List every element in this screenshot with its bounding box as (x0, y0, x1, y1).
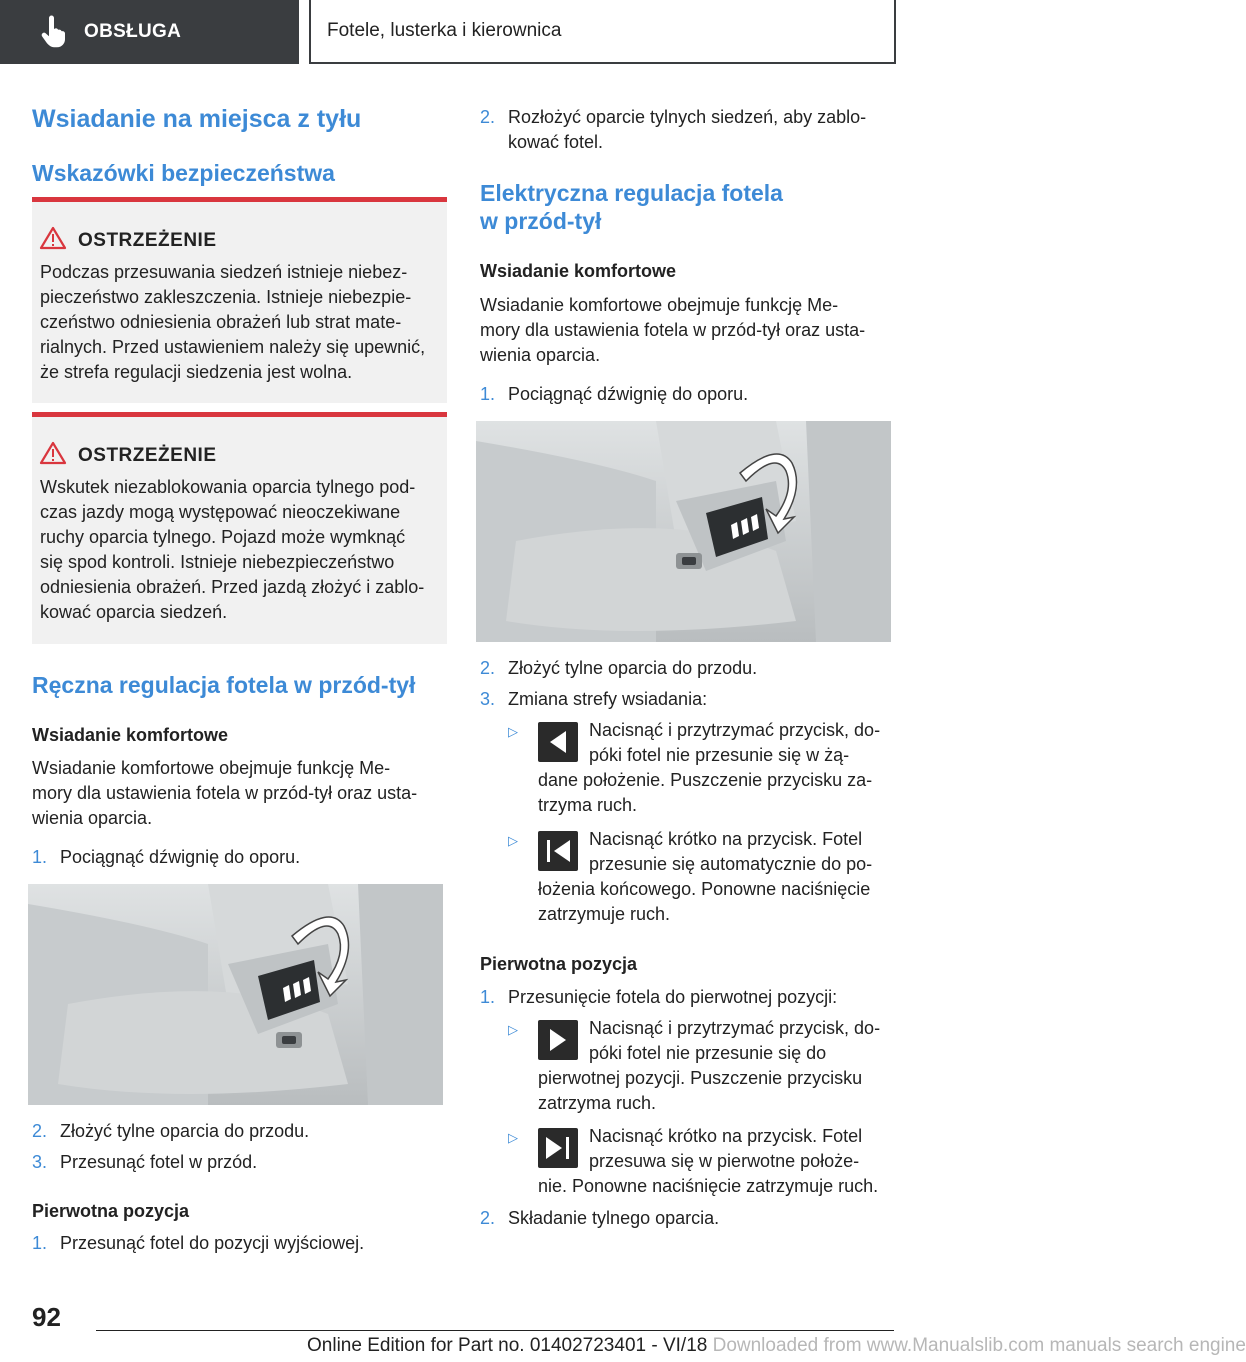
step-number: 1. (480, 384, 496, 404)
step-item (480, 1206, 894, 1231)
warning-triangle-icon (40, 226, 66, 250)
edition-text: Online Edition for Part no. 01402723401 - VI/18 (307, 1335, 708, 1356)
sub-step-item (508, 1016, 896, 1116)
triangle-marker-icon: ▷ (508, 1022, 518, 1037)
text-line: przesuwa się w pierwotne położe- (589, 1151, 860, 1171)
text-line: pierwotnej pozycji. Puszczenie przycisku (538, 1068, 863, 1088)
text-line: łożenia końcowego. Ponowne naciśnięcie (538, 879, 871, 899)
step-item (480, 985, 894, 1010)
sub-step-item (508, 718, 896, 818)
text-line: Nacisnąć i przytrzymać przycisk, do- (589, 720, 881, 740)
step-item (480, 382, 894, 407)
warning-body (40, 260, 441, 385)
text-line: mory dla ustawienia fotela w przód-tył oraz usta- (480, 320, 866, 340)
text-line: Wsiadanie komfortowe obejmuje funkcję Me- (480, 295, 839, 315)
triangle-marker-icon: ▷ (508, 1130, 518, 1145)
warning-line: rialnych. Przed ustawieniem należy się upewnić, (40, 337, 426, 357)
text-line: póki fotel nie przesunie się do (589, 1043, 827, 1063)
text-line: Nacisnąć krótko na przycisk. Fotel (589, 1126, 863, 1146)
footer-edition (307, 1335, 1246, 1357)
watermark-text: Downloaded from www.Manualslib.com manuals search engine (712, 1335, 1246, 1356)
step-item (32, 1119, 446, 1144)
triangle-marker-icon: ▷ (508, 833, 518, 848)
warning-line: że strefa regulacji siedzenia jest wolna. (40, 362, 353, 382)
warning-line: pieczeństwo zakleszczenia. Istnieje niebezpie- (40, 287, 412, 307)
warning-line: odniesienia obrażeń. Przed jazdą złożyć i zablo- (40, 577, 425, 597)
step-text: Przesunąć fotel do pozycji wyjściowej. (60, 1233, 365, 1253)
seat-forward-button-icon (538, 722, 578, 762)
step-item (480, 656, 894, 681)
text-line: zatrzymuje ruch. (538, 904, 671, 924)
text-line: zatrzyma ruch. (538, 1093, 657, 1113)
footer-divider (96, 1330, 894, 1331)
step-text: Pociągnąć dźwignię do oporu. (508, 384, 749, 404)
page-number: 92 (32, 1302, 61, 1332)
step-number: 2. (480, 107, 496, 127)
hand-pointer-icon (40, 16, 68, 48)
text-line: wienia oparcia. (32, 808, 153, 828)
header-section-label: OBSŁUGA (84, 21, 182, 42)
text-line: mory dla ustawienia fotela w przód-tył oraz usta- (32, 783, 418, 803)
seat-lever-illustration (28, 884, 443, 1105)
safety-heading: Wskazówki bezpieczeństwa (32, 160, 335, 186)
seat-auto-back-button-icon (538, 1128, 578, 1168)
text-line: nie. Ponowne naciśnięcie zatrzymuje ruch. (538, 1176, 879, 1196)
step-text: Przesunąć fotel w przód. (60, 1152, 258, 1172)
text-line: Nacisnąć krótko na przycisk. Fotel (589, 829, 863, 849)
warning-line: kować oparcia siedzeń. (40, 602, 228, 622)
sub-step-item (508, 1124, 896, 1199)
text-line: trzyma ruch. (538, 795, 638, 815)
step-number: 2. (480, 1208, 496, 1228)
warning-title: OSTRZEŻENIE (78, 445, 217, 466)
seat-lever-photo (28, 884, 443, 1105)
header-section-tab (0, 0, 299, 64)
step-item (32, 1150, 446, 1175)
manual-adjust-heading: Ręczna regulacja fotela w przód-tył (32, 672, 416, 698)
step-number: 1. (32, 847, 48, 867)
step-number: 1. (32, 1233, 48, 1253)
step-text: kować fotel. (508, 132, 604, 152)
step-text: Rozłożyć oparcie tylnych siedzeń, aby zablo- (508, 107, 867, 127)
step-item (32, 1231, 446, 1256)
step-text: Przesunięcie fotela do pierwotnej pozycji: (508, 987, 838, 1007)
warning-line: czeństwo odniesienia obrażeń lub strat mate- (40, 312, 402, 332)
warning-line: ruchy oparcia tylnego. Pojazd może wymknąć (40, 527, 406, 547)
seat-back-button-icon (538, 1020, 578, 1060)
comfort-entry-text (480, 293, 894, 368)
text-line: póki fotel nie przesunie się w żą- (589, 745, 850, 765)
comfort-entry-heading: Wsiadanie komfortowe (480, 261, 677, 281)
warning-title: OSTRZEŻENIE (78, 230, 217, 251)
step-text: Pociągnąć dźwignię do oporu. (60, 847, 301, 867)
warning-line: czas jazdy mogą występować nieoczekiwane (40, 502, 401, 522)
text-line: Nacisnąć i przytrzymać przycisk, do- (589, 1018, 881, 1038)
sub-step-item (508, 827, 896, 927)
step-text: Złożyć tylne oparcia do przodu. (60, 1121, 310, 1141)
text-line: dane położenie. Puszczenie przycisku za- (538, 770, 873, 790)
warning-line: Wskutek niezablokowania oparcia tylnego pod- (40, 477, 416, 497)
electric-adjust-heading (480, 179, 783, 235)
seat-auto-forward-button-icon (538, 831, 578, 871)
step-number: 2. (480, 658, 496, 678)
seat-lever-illustration (476, 421, 891, 642)
text-line: przesunie się automatycznie do po- (589, 854, 873, 874)
text-line: Wsiadanie komfortowe obejmuje funkcję Me- (32, 758, 391, 778)
header-chapter (309, 0, 896, 64)
header-chapter-label: Fotele, lusterka i kierownica (327, 20, 562, 41)
step-item (480, 687, 894, 712)
warning-line: Podczas przesuwania siedzeń istnieje niebez- (40, 262, 408, 282)
step-number: 1. (480, 987, 496, 1007)
step-text: Złożyć tylne oparcia do przodu. (508, 658, 758, 678)
warning-triangle-icon (40, 441, 66, 465)
comfort-entry-heading: Wsiadanie komfortowe (32, 725, 229, 745)
original-position-heading: Pierwotna pozycja (32, 1201, 190, 1221)
warning-box-2 (32, 412, 447, 644)
warning-line: się spod kontroli. Istnieje niebezpieczeństwo (40, 552, 395, 572)
seat-lever-photo (476, 421, 891, 642)
step-item (32, 845, 446, 870)
step-item (480, 105, 894, 155)
original-position-heading: Pierwotna pozycja (480, 954, 638, 974)
warning-box-1 (32, 197, 447, 403)
step-number: 3. (32, 1152, 48, 1172)
heading-line: Elektryczna regulacja fotela (480, 180, 783, 206)
comfort-entry-text (32, 756, 446, 831)
heading-line: w przód-tył (480, 208, 602, 234)
step-text: Składanie tylnego oparcia. (508, 1208, 720, 1228)
triangle-marker-icon: ▷ (508, 724, 518, 739)
step-number: 2. (32, 1121, 48, 1141)
warning-body (40, 475, 441, 625)
text-line: wienia oparcia. (480, 345, 601, 365)
step-text: Zmiana strefy wsiadania: (508, 689, 708, 709)
step-number: 3. (480, 689, 496, 709)
page-title: Wsiadanie na miejsca z tyłu (32, 105, 362, 133)
